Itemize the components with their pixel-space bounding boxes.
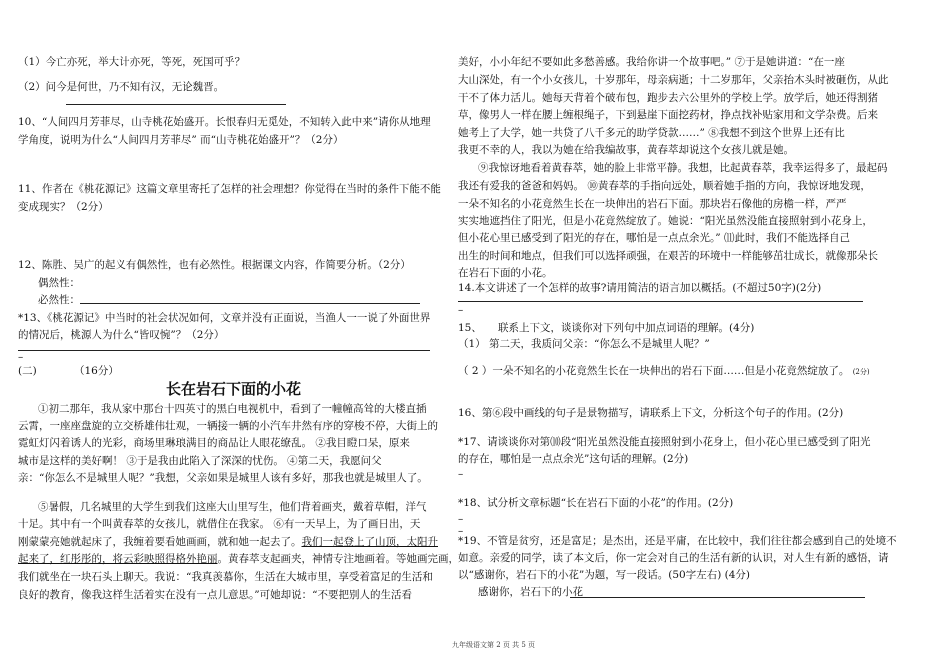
paragraph-5-line-2: 十足。其中有一个叫黄春萃的女孩儿，就借住在我家。 ⑥有一天早上，为了画日出，天 [18, 518, 421, 530]
paragraph-1-line-4: 城市是这样的美好啊！ ③于是我由此陷入了深深的忧伤。 ④第二天，我愿问父 [18, 455, 382, 467]
paragraph-5-line-6: 良好的教育，像我这样生活着实在没有一点儿意思。”可她却说：“不要把别人的生活看 [18, 589, 412, 601]
question-13-line-2: 的情况后，桃源人为什么“皆叹惋”？（2分） [18, 329, 225, 341]
story-title: 长在岩石下面的小花 [166, 380, 302, 398]
question-11-line-1: 11、作者在《桃花源记》这篇文章里寄托了怎样的社会理想？你觉得在当时的条件下能不能 [18, 183, 441, 195]
question-14-answer-line[interactable] [458, 301, 863, 302]
paragraph-10-line-2: 实实地遮挡住了阳光，但是小花竟然绽放了。她说：“阳光虽然没能直接照射到小花身上， [458, 215, 873, 227]
story-continued-line-4: 草，像男人一样在腰上缠根绳子，下到悬崖下面挖药材，挣点找补贴家用和文学杂费。后来 [458, 109, 878, 121]
paragraph-11-line-2: 在岩石下面的小花。 [458, 267, 553, 279]
paragraph-5-line-3 [18, 535, 438, 549]
dash-mark: – [18, 351, 24, 363]
dash-mark: – [458, 525, 464, 537]
question-19-answer-line[interactable] [570, 597, 865, 598]
question-15-item-2 [458, 364, 870, 379]
section-two-label: (二) [18, 365, 37, 377]
question-16: 16、第⑥段中画线的句子是景物描写，请联系上下文，分析这个句子的作用。(2分) [458, 407, 844, 419]
paragraph-1-line-1: ①初二那年，我从家中那台十四英寸的黑白电视机中，看到了一幢幢高耸的大楼直插 [38, 403, 427, 415]
question-top-2: （2）问今是何世，乃不知有汉，无论魏晋。 [18, 81, 225, 93]
question-19-line-3: 以“感谢你，岩石下的小花”为题，写一段话。(50字左右) (4分) [458, 569, 750, 581]
underlined-scene-sentence-part-2: 起来了，红彤彤的，将云彩映照得格外艳丽 [18, 553, 218, 565]
page-footer: 九年级语文第 2 页 共 5 页 [452, 641, 536, 649]
question-top-1: （1）今亡亦死，举大计亦死，等死，死国可乎？ [18, 56, 246, 68]
paragraph-5-line-4 [18, 552, 459, 566]
question-13-answer-line[interactable] [18, 350, 430, 351]
question-17-line-2: 的存在，哪怕是一点点余光”这句话的理解。(2分) [458, 453, 689, 465]
paragraph-9-line-1: ⑨我惊讶地看着黄春萃，她的脸上非常平静。我想，比起黄春萃，我幸运得多了，最起码 [478, 162, 888, 174]
paragraph-10-line-3: 但小花心里已感受到了阳光的存在，哪怕是一点点余光。” ⑾此时，我们不能选择自己 [458, 232, 850, 244]
paragraph-1-line-3: 霓虹灯闪着诱人的光彩，商场里琳琅满目的商品让人眼花缭乱。 ②我目瞪口呆，原来 [18, 437, 410, 449]
dash-mark: – [458, 468, 464, 480]
paragraph-10-line-1: 一朵不知名的小花竟然生长在一块伸出的岩石下面。那块岩石像他的房檐一样，严严 [458, 198, 847, 210]
necessity-answer-line[interactable] [80, 303, 420, 304]
question-15-item-2-text: （ 2 ）一朵不知名的小花竟然生长在一块伸出的岩石下面……但是小花竟然绽放了。 [458, 365, 850, 377]
question-15: 联系上下文，谈谈你对下列句中加点词语的理解。(4分) [498, 322, 755, 334]
story-continued-line-1: 美好，小小年纪不要如此多愁善感。我给你讲一个故事吧。” ⑦于是她讲道：“在一座 [458, 56, 845, 68]
story-continued-line-2: 大山深处，有一个小女孩儿，十岁那年，母亲病逝；十二岁那年，父亲抬木头时被砸伤，从此 [458, 74, 889, 86]
question-15-number: 15、 [458, 322, 482, 334]
question-15-item-2-score: (2分) [852, 368, 870, 376]
question-13-line-1: *13、《桃花源记》中当时的社会状况如何，文章并没有正面说，当渔人一一说了外面世界 [18, 312, 431, 324]
question-10-line-2: 学角度，说明为什么“人间四月芳菲尽” 而“山寺桃花始盛开”？（2分） [18, 134, 344, 146]
paragraph-11-line-1: 出生的时间和地点，但我们可以选择顽强，在艰苦的环境中一样能够茁壮成长，就像那朵长 [458, 250, 878, 262]
question-19-line-2: 如意。亲爱的同学，读了本文后，你一定会对自己的生活有新的认识，对人生有新的感悟，请 [458, 552, 889, 564]
underlined-scene-sentence-part-1: 我们一起登上了山顶，太阳升 [301, 536, 438, 548]
paragraph-5-line-4-text: 。黄春萃支起画夹，神情专注地画着。等她画完画， [217, 553, 459, 565]
paragraph-5-line-3-text: 刚蒙蒙亮她就起床了，我缠着要看她画画，就和她一起去了。 [18, 536, 302, 548]
question-17-line-1: *17、请谈谈你对第⑽段“阳光虽然没能直接照射到小花身上，但小花心里已感受到了阳光 [458, 436, 871, 448]
question-14: 14.本文讲述了一个怎样的故事?请用简洁的语言加以概括。(不超过50字)(2分) [458, 282, 822, 294]
paragraph-1-line-5: 亲：“你怎么不是城里人呢？”我想，父亲如果是城里人该有多好，那我也就是城里人了。 [18, 472, 428, 484]
story-continued-line-5: 她考上了大学，她一共贷了八千多元的助学贷款……” ⑧我想不到这个世界上还有比 [458, 127, 845, 139]
paragraph-5-line-5: 我们就坐在一块石头上聊天。我说：“我真羡慕你，生活在大城市里，享受着富足的生活和 [18, 571, 433, 583]
question-19-heading: 感谢你，岩石下的小花 [478, 586, 583, 598]
question-12: 12、陈胜、吴广的起义有偶然性，也有必然性。根据课文内容，作简要分析。（2分） [18, 259, 411, 271]
paragraph-5-line-1: ⑤暑假，几名城里的大学生到我们这座大山里写生，他们背着画夹，戴着草帽，洋气 [38, 501, 427, 513]
question-15-item-1: （1） 第二天，我质问父亲：“你怎么不是城里人呢？” [458, 338, 710, 350]
necessity-label: 必然性： [38, 294, 80, 306]
story-continued-line-6: 我更不幸的人，我以为她在给我编故事，黄春萃却说这个女孩儿就是她。 [458, 144, 794, 156]
answer-line[interactable] [66, 104, 286, 105]
paragraph-1-line-2: 云霄，一座座盘旋的立交桥雄伟壮观，一辆接一辆的小汽车井然有序的穿梭不停，大街上的 [18, 420, 438, 432]
dash-mark: – [458, 304, 464, 316]
question-19-line-1: *19、不管是贫穷，还是富足；是杰出，还是平庸，在比较中，我们往往都会感到自己的处境不 [458, 535, 897, 547]
section-two-score: （16分） [74, 365, 119, 377]
contingency-label: 偶然性： [38, 277, 80, 289]
story-continued-line-3: 干不了体力活儿。她每天背着个破布包，跑步去六公里外的学校上学。放学后，她还得割猪 [458, 92, 878, 104]
question-10-line-1: 10、“人间四月芳菲尽，山寺桃花始盛开。长恨春归无觅处，不知转入此中来”请你从地理 [18, 116, 431, 128]
dash-mark: – [458, 513, 464, 525]
question-18: *18、试分析文章标题“长在岩石下面的小花”的作用。(2分) [458, 497, 734, 509]
question-11-line-2: 变成现实？（2分） [18, 201, 109, 213]
paragraph-9-line-2: 我还有爱我的爸爸和妈妈。 ⑩黄春萃的手指向远处，顺着她手指的方向，我惊讶地发现， [458, 180, 871, 192]
